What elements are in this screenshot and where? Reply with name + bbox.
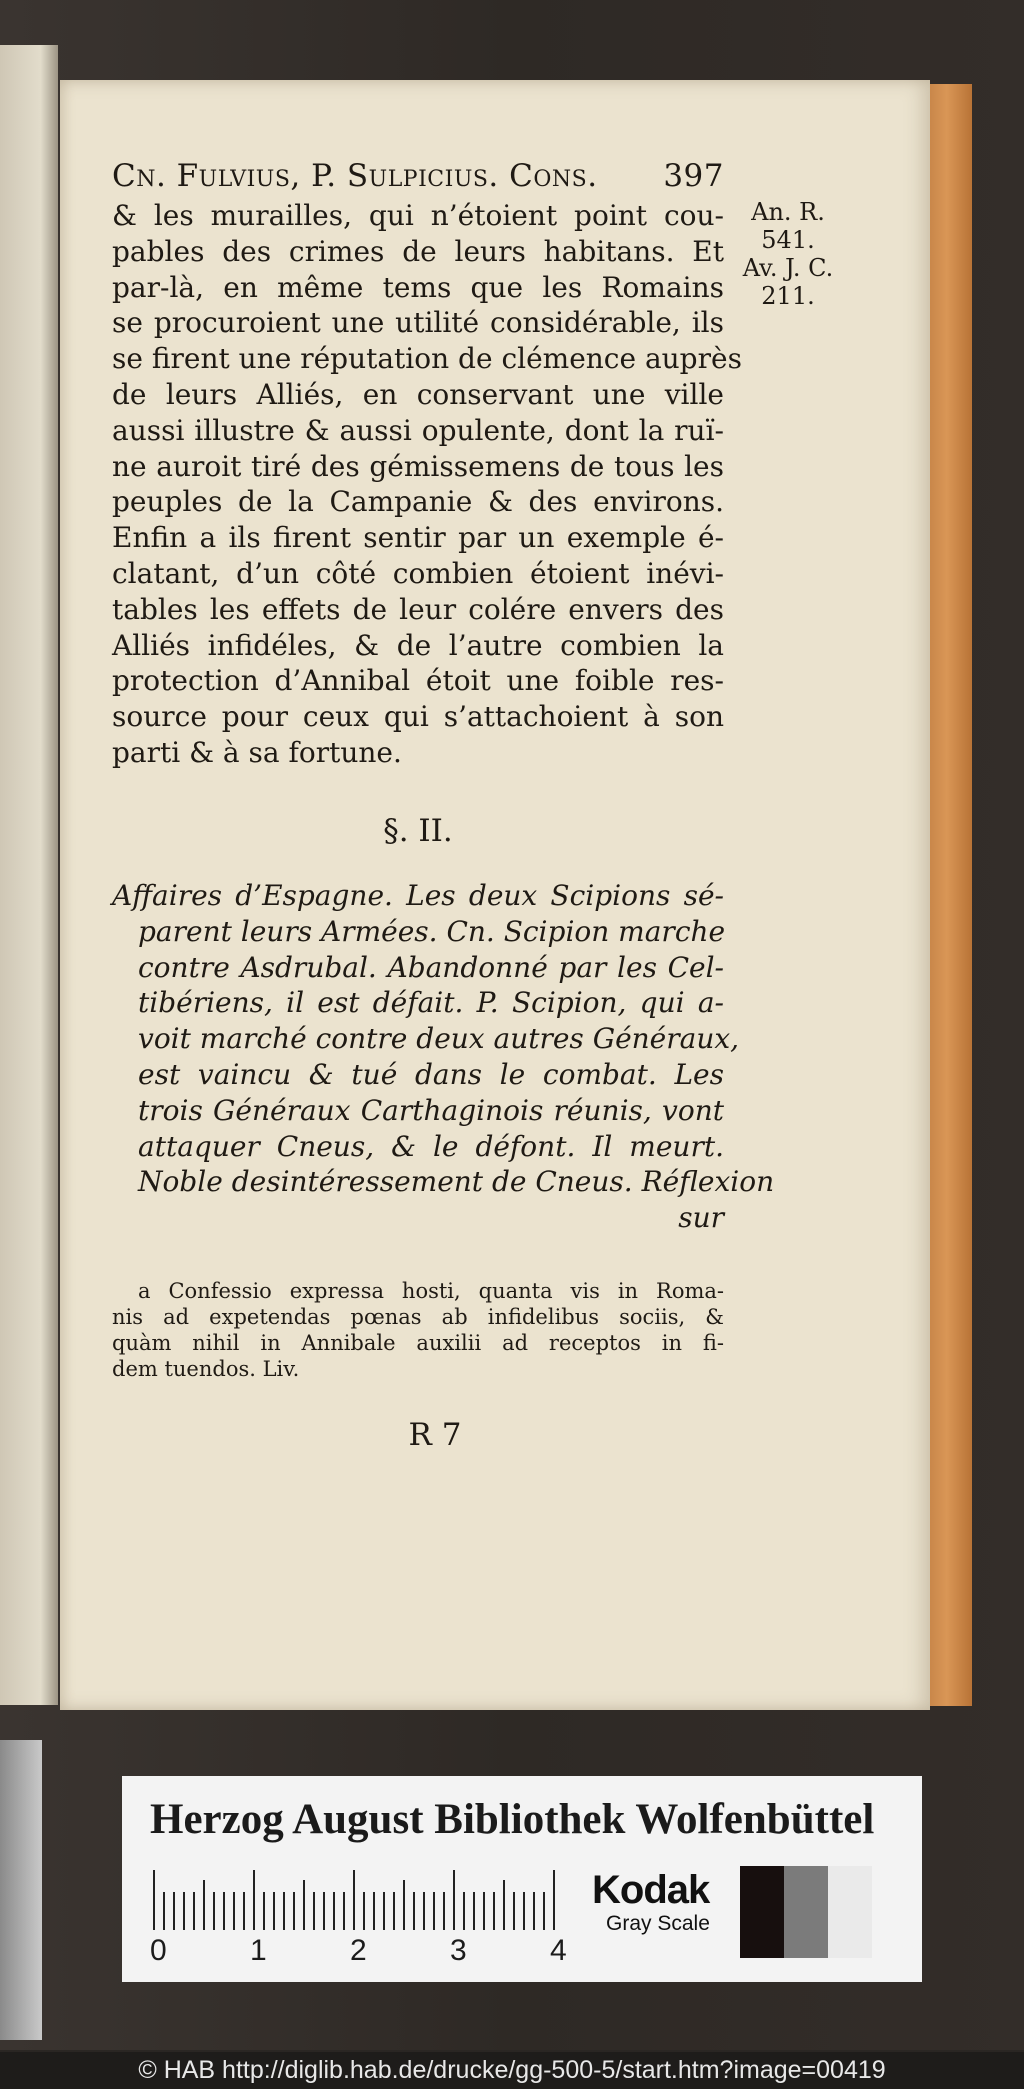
image-credit: © HAB http://diglib.hab.de/drucke/gg-500-5/start.htm?image=00419 bbox=[0, 2052, 1024, 2089]
summary-line: est vaincu & tué dans le combat. Les bbox=[138, 1057, 724, 1091]
text-line: source pour ceux qui s’attachoient à son bbox=[112, 700, 724, 734]
page-number: 397 bbox=[663, 158, 724, 194]
kodak-label bbox=[592, 1868, 722, 1936]
footnote-line: quàm nihil in Annibale auxilii ad receptos in fi- bbox=[112, 1331, 724, 1355]
summary-line: sur bbox=[678, 1201, 724, 1235]
text-line: ne auroit tiré des gémissemens de tous les bbox=[112, 449, 724, 483]
kodak-brand: Kodak bbox=[592, 1868, 710, 1912]
margin-note-line: An. R. bbox=[751, 198, 825, 226]
text-line: protection d’Annibal étoit une foible res- bbox=[112, 664, 724, 698]
text-line: tables les effets de leur colére envers des bbox=[112, 592, 724, 626]
text-line: Enfin a ils firent sentir par un exemple é- bbox=[112, 521, 724, 555]
summary-line: attaquer Cneus, & le défont. Il meurt. bbox=[138, 1129, 724, 1163]
summary-line: trois Généraux Carthaginois réunis, vont bbox=[138, 1093, 724, 1127]
page-fore-edge bbox=[930, 84, 972, 1706]
footnote-line: dem tuendos. Liv. bbox=[112, 1357, 300, 1381]
text-line: parti & à sa fortune. bbox=[112, 735, 402, 769]
summary-line: Affaires d’Espagne. Les deux Scipions sé- bbox=[112, 879, 724, 912]
section-summary bbox=[112, 878, 775, 1236]
ruler-number: 3 bbox=[450, 1934, 467, 1967]
ruler-number: 1 bbox=[250, 1934, 267, 1967]
facing-page-edge bbox=[0, 45, 58, 1705]
color-calibration-bar bbox=[122, 1776, 922, 1982]
signature-mark: R 7 bbox=[408, 1417, 462, 1453]
summary-line: parent leurs Armées. Cn. Scipion marche bbox=[138, 914, 726, 948]
text-line: peuples de la Campanie & des environs. bbox=[112, 485, 724, 519]
ruler-number: 2 bbox=[350, 1934, 367, 1967]
text-line: se procuroient une utilité considérable, ils bbox=[112, 306, 724, 340]
section-heading: §. II. bbox=[383, 813, 453, 849]
summary-line: Noble desintéressement de Cneus. Réflexion bbox=[138, 1165, 775, 1199]
text-line: aussi illustre & aussi opulente, dont la ruï- bbox=[112, 413, 724, 447]
footnote-line: nis ad expetendas pœnas ab infidelibus sociis, & bbox=[112, 1305, 724, 1329]
summary-line: tibériens, il est défait. P. Scipion, qui a- bbox=[138, 986, 724, 1020]
ruler-numbers bbox=[140, 1932, 680, 1970]
institution-name: Herzog August Bibliothek Wolfenbüttel bbox=[150, 1796, 875, 1843]
text-line: & les murailles, qui n’étoient point cou- bbox=[112, 199, 724, 232]
text-line: clatant, d’un côté combien étoient inévi- bbox=[112, 556, 724, 590]
ruler-number: 0 bbox=[150, 1934, 167, 1967]
margin-note-line: Av. J. C. bbox=[742, 254, 834, 282]
margin-note-line: 541. bbox=[761, 226, 815, 254]
text-line: de leurs Alliés, en conservant une ville bbox=[112, 377, 724, 411]
running-header bbox=[112, 155, 724, 197]
margin-note bbox=[728, 198, 848, 310]
text-line: par-là, en même tems que les Romains bbox=[112, 270, 724, 304]
kodak-subtitle: Gray Scale bbox=[606, 1912, 710, 1935]
text-line: se firent une réputation de clémence auprès bbox=[112, 342, 742, 376]
header-title: Cn. Fulvius, P. Sulpicius. Cons. bbox=[112, 158, 598, 194]
summary-line: contre Asdrubal. Abandonné par les Cel- bbox=[138, 950, 724, 984]
text-line: Alliés infidéles, & de l’autre combien la bbox=[112, 628, 724, 662]
main-text bbox=[112, 198, 742, 771]
gray-swatch-dark bbox=[740, 1866, 784, 1958]
footnote bbox=[112, 1278, 724, 1382]
margin-note-line: 211. bbox=[761, 282, 815, 310]
text-line: pables des crimes de leurs habitans. Et bbox=[112, 234, 724, 268]
gray-swatch-light bbox=[828, 1866, 872, 1958]
ruler-number: 4 bbox=[550, 1934, 567, 1967]
summary-line: voit marché contre deux autres Généraux, bbox=[138, 1022, 740, 1056]
footnote-line: a Confessio expressa hosti, quanta vis in Roma- bbox=[138, 1279, 724, 1303]
gray-strip bbox=[0, 1740, 42, 2040]
gray-swatch-mid bbox=[784, 1866, 828, 1958]
